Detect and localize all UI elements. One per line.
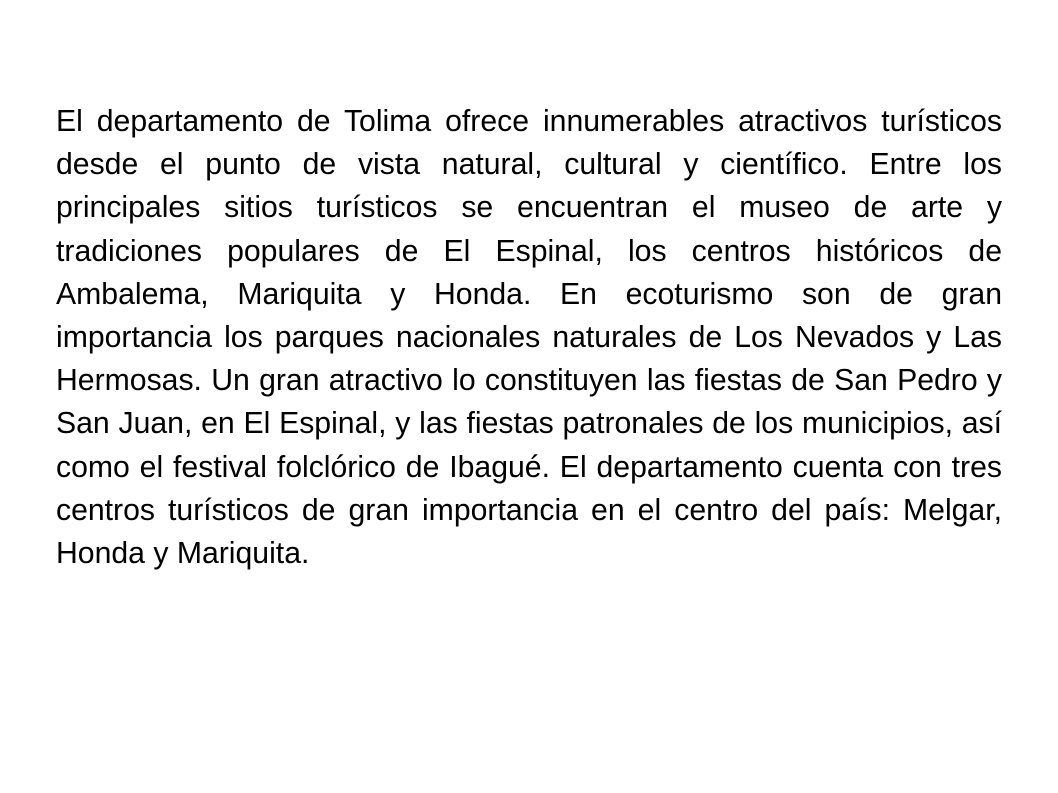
body-paragraph: El departamento de Tolima ofrece innumerables atractivos turísticos desde el punto de vista natural, cultural y científico. Entre los principales sitios turísticos se encuentran el museo de arte y tradiciones populares de El Espinal, los centros históricos de Ambalema, Mariquita y Honda. En ecoturismo son de gran importancia los parques nacionales naturales de Los Nevados y Las Hermosas. Un gran atractivo lo constituyen las fiestas de San Pedro y San Juan, en El Espinal, y las fiestas patronales de los municipios, así como el festival folclórico de Ibagué. El departamento cuenta con tres centros turísticos de gran importancia en el centro del país: Melgar, Honda y Mariquita. (56, 105, 1002, 571)
